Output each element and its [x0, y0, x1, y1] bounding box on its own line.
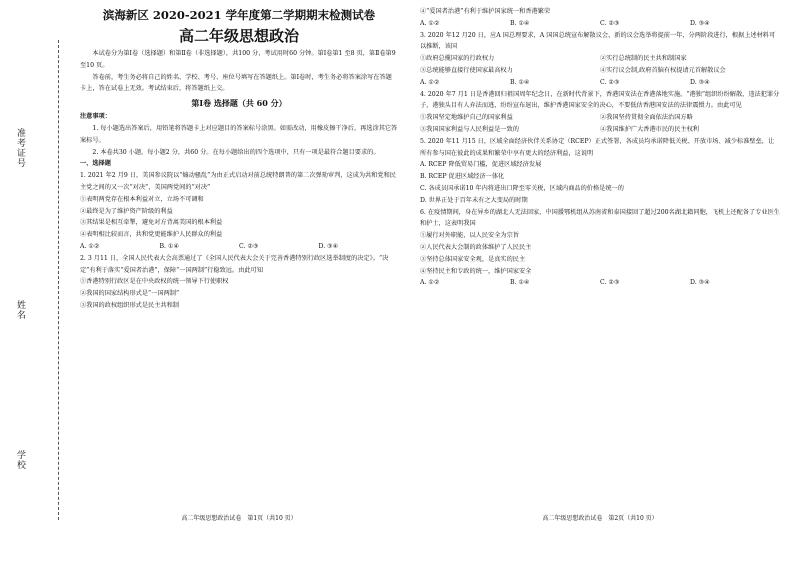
choice-b: B. ①④ [159, 242, 180, 250]
choice-a: A. ①② [420, 279, 440, 287]
q4-options-row-2 [420, 124, 780, 136]
name-label: 姓名 [15, 300, 25, 320]
q2-option-2: ②我国的国家结构形式是“一国两制” [80, 290, 180, 298]
q3-options-row-1 [420, 53, 780, 65]
q4-options-row-1 [420, 112, 780, 124]
q3-option-2: ②实行总统制的民主共和制国家 [600, 55, 687, 63]
q6-choices [420, 277, 780, 289]
q1-option-1: ①表明两党存在根本利益对立，立场不可调和 [80, 195, 204, 203]
exam-title: 滨海新区 2020-2021 学年度第二学期期末检测试卷 [102, 8, 376, 22]
q2-option-4: ④“爱国者治港”有利于维护国家统一和香港繁荣 [420, 8, 551, 15]
choice-d: D. ③④ [318, 242, 339, 250]
q4-option-2: ②我国坚持贯彻全面依法治国方略 [600, 114, 693, 122]
school-label: 学校 [15, 450, 25, 470]
choice-c: C. ②③ [600, 78, 620, 86]
q2-option-1: ①香港特别行政区是在中央政权的统一领导下行使职权 [80, 278, 229, 286]
choice-b: B. ①④ [510, 279, 530, 287]
q6-option-2: ②人民代表大会制的政体维护了人民民主 [420, 243, 532, 251]
choice-c: C. ②③ [239, 242, 259, 250]
choice-a: A. ①② [420, 78, 440, 86]
q1-choices [80, 241, 398, 253]
question-2: 2. 3 月11 日，全国人民代表大会高票通过了《全国人民代表大会关于完善香港特别行政区选举制度的决定》。“决定”有利于落实“爱国者治港”，保障“一国两制”行稳致远。由此可知 [80, 254, 389, 274]
q1-option-4: ④表明相比较而言，共和党更能维护人民群众的利益 [80, 231, 223, 239]
choice-a: A. ①② [80, 242, 100, 250]
question-3: 3. 2020 年12 月20 日，应A 国总理要求，A 国国总统宣布解散议会，新的议会选举将提前一年，分两阶段进行，根据上述材料可以推断，该国 [420, 31, 776, 51]
q3-option-4: ④实行议会制,政府首脑有权提请元首解散议会 [600, 66, 726, 74]
binding-margin [0, 0, 74, 561]
choice-b: B. ①④ [510, 19, 530, 27]
q5-option-c: C. 各成员国承诺10 年内将进出口降至零关税，区域内商品的价格是统一的 [420, 184, 624, 192]
q4-option-1: ①我国坚定地维护自己的国家利益 [420, 114, 513, 122]
q3-options-row-2 [420, 65, 780, 77]
question-5: 5. 2020 年11 月15 日，区域全面经济伙伴关系协定（RCEP）正式签署，各成员均承诺降低关税、开放市场、减少标准壁垒，让所有参与国在彼此的成果和繁荣中享有更大的经济利益，这说明 [420, 137, 775, 157]
q2-option-3: ③我国的政权组织形式是民主共和制 [80, 301, 179, 309]
intro-paragraph-2: 答卷前，考生务必将自己的姓名、学校、考号、座位号填写在答题纸上。第Ⅰ卷时，考生务必将答案涂写在答题卡上，答在试卷上无效。考试结束后，将答题纸上交。 [80, 73, 392, 93]
choice-d: D. ③④ [690, 78, 710, 86]
note-2: 2. 本卷共30 小题，每小题2 分，共60 分。在每小题给出的四个选项中，只有一项是最符合题目要求的。 [92, 148, 380, 156]
q3-choices [420, 77, 780, 89]
note-1: 1. 每小题选出答案后，用铅笔将答题卡上对应题目的答案标号涂黑。如需改动，用橡皮擦干净后，再选涂其它答案标号。 [80, 124, 398, 144]
q5-option-d: D. 世界正处于百年未有之大变局的时期 [420, 196, 528, 204]
choice-c: C. ②③ [600, 19, 620, 27]
choice-d: D. ③④ [690, 279, 710, 287]
exam-number-label: 准考证号 [15, 128, 25, 168]
q3-option-3: ③总统能够直接行使国家最高权力 [420, 66, 513, 74]
part-title: 一、选择题 [80, 160, 111, 168]
intro-paragraph-1: 本试卷分为第Ⅰ卷（选择题）和第Ⅱ卷（非选择题），共100 分，考试用时60 分钟。第Ⅰ卷第1 至8 页，第Ⅱ卷第9 至10 页。 [80, 50, 396, 69]
q5-option-a: A. RCEP 降低贸易门槛，促进区域经济发展 [420, 161, 542, 169]
q2-choices [420, 18, 780, 30]
question-6: 6. 在疫情期间，身在异乡的湖北人无法回家，中国援鄂机组从苏南省和泰国接回了超过200名湖北籍同胞，飞机上还配备了专业医生和护士，这表明我国 [420, 208, 780, 228]
page-footer-left: 高二年级思想政治试卷 第1页（共10 页） [181, 515, 297, 522]
q3-option-1: ①政府总揽国家的行政权力 [420, 55, 495, 63]
choice-b: B. ①④ [510, 78, 530, 86]
choice-d: D. ③④ [690, 19, 710, 27]
q4-option-4: ④我国维护广大香港市民的民主权利 [600, 125, 699, 133]
q1-option-2: ②最终是为了维护资产阶级的利益 [80, 207, 173, 215]
q5-option-b: B. RCEP 促进区域经济一体化 [420, 173, 505, 181]
q6-option-4: ④坚持民主和专政的统一，维护国家安全 [420, 267, 532, 275]
choice-c: C. ②③ [600, 279, 620, 287]
right-page [420, 6, 780, 289]
binding-dashed-line [58, 40, 59, 520]
notes-title: 注意事项： [80, 113, 111, 121]
question-1: 1. 2021 年2 月9 日，美国参议院以“煽动骚乱”为由正式启动对前总统特朗普的第二次弹劾审判，这成为共和党和民主党之间的又一次“对决”，美国两党间的“对决” [80, 172, 396, 191]
q6-option-1: ①履行对外职能，以人民安全为宗旨 [420, 232, 519, 240]
q6-option-3: ③坚持总体国家安全观，是真实的民主 [420, 255, 526, 263]
q1-option-3: ③其结果是相互牵掣，避免对方背离美国的根本利益 [80, 219, 223, 227]
page-footer-right: 高二年级思想政治试卷 第2页（共10 页） [542, 515, 658, 522]
question-4: 4. 2020 年7 月1 日是香港回归祖国周年纪念日，在新时代背景下，香港国安法在香港落地实施。“港独”组织纷纷解散，违法犯罪分子，港独头目有人弃法而逃，纷纷宣布退出，维护香港国家安全的决心，不要低估香港国安法的法律震慑力。由此可见 [420, 90, 780, 110]
left-page [80, 6, 398, 312]
subject-title: 高二年级思想政治 [178, 27, 299, 45]
section-title: 第Ⅰ卷 选择题（共 60 分） [191, 98, 287, 109]
q4-option-3: ③我国国家利益与人民利益是一致的 [420, 125, 519, 133]
choice-a: A. ①② [420, 19, 440, 27]
